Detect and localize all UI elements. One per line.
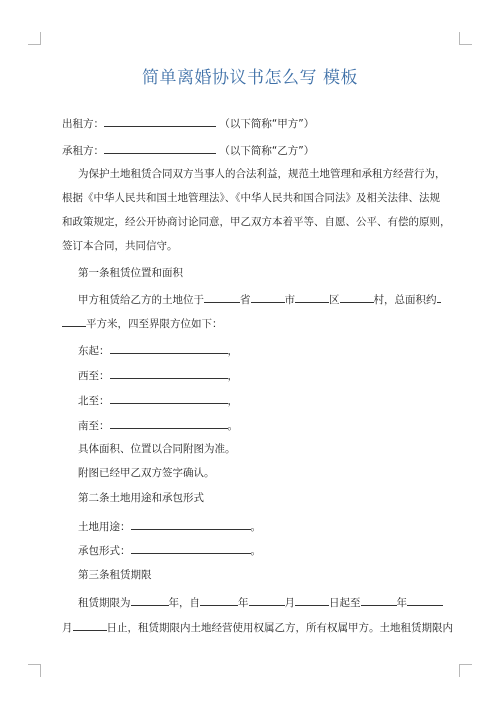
term-text-d: 月: [284, 597, 295, 609]
bound-east-blank: [110, 343, 228, 354]
contract-form-punct: 。: [250, 545, 261, 557]
crop-mark-bottom-right: [459, 664, 472, 677]
location-text-d: 区: [329, 294, 340, 306]
bound-east: [78, 343, 238, 358]
area-blank: [62, 316, 86, 327]
term-years-blank: [131, 595, 169, 606]
lessee-label: 承租方：: [62, 145, 104, 157]
contract-form-line: [78, 543, 261, 558]
area-note-2: 附图已经甲乙双方签字确认。: [78, 467, 215, 479]
end-month-blank: [407, 595, 443, 606]
bound-north-blank: [110, 393, 228, 404]
lessee-blank: [104, 143, 216, 154]
preamble-line-1: 为保护土地租赁合同双方当事人的合法利益，规范土地管理和承租方经营行为，: [78, 168, 446, 180]
bound-south-label: 南至：: [78, 420, 110, 432]
start-year-blank: [200, 595, 238, 606]
bound-west: [78, 368, 238, 383]
article-1-heading: 第一条租赁位置和面积: [78, 267, 183, 279]
document-title: 简单离婚协议书怎么写 模板: [142, 68, 358, 88]
end-day-blank: [73, 620, 107, 631]
article-2-heading: 第二条土地用途和承包形式: [78, 492, 204, 504]
land-use-punct: 。: [250, 521, 261, 533]
bound-west-label: 西至：: [78, 370, 110, 382]
bound-west-blank: [110, 368, 228, 379]
start-month-blank: [249, 595, 285, 606]
bound-east-label: 东起：: [78, 345, 110, 357]
location-text-b: 省: [240, 294, 251, 306]
bound-south-punct: 。: [227, 420, 238, 432]
crop-mark-bottom-left: [28, 664, 41, 677]
term-line-1: [78, 595, 443, 610]
area-line: [62, 316, 223, 331]
area-note-1: 具体面积、位置以合同附图为准。: [78, 443, 236, 455]
lessor-blank: [104, 116, 216, 127]
bound-south-blank: [110, 418, 228, 429]
lessor-note: （以下简称“甲方”）: [219, 118, 315, 130]
term-text-h: 日止，租赁期限内土地经营使用权属乙方，所有权属甲方。土地租赁期限内: [106, 622, 453, 634]
bound-south: [78, 418, 238, 433]
location-text-c: 市: [284, 294, 295, 306]
land-use-label: 土地用途：: [78, 521, 131, 533]
province-blank: [204, 292, 240, 303]
land-use-line: [78, 519, 261, 534]
term-text-e: 日起至: [329, 597, 361, 609]
end-year-blank: [361, 595, 397, 606]
contract-form-blank: [131, 543, 251, 554]
bound-east-punct: ，: [227, 345, 238, 357]
start-day-blank: [295, 595, 329, 606]
lessee-note: （以下简称“乙方”）: [219, 145, 315, 157]
preamble-line-3: 和政策规定，经公开协商讨论同意，甲乙双方本着平等、自愿、公平、有偿的原则，: [62, 216, 451, 228]
preamble-line-2: 根据《中华人民共和国土地管理法》、《中华人民共和国合同法》及相关法律、法规: [62, 192, 440, 204]
land-use-blank: [131, 519, 251, 530]
location-text-a: 甲方租赁给乙方的土地位于: [78, 294, 204, 306]
village-blank: [340, 292, 374, 303]
lessor-line: [62, 116, 314, 131]
contract-form-label: 承包形式：: [78, 545, 131, 557]
preamble-line-4: 签订本合同，共同信守。: [62, 240, 178, 252]
term-text-f: 年: [396, 597, 407, 609]
area-text: 平方米，四至界限方位如下：: [86, 318, 223, 330]
crop-mark-top-right: [459, 32, 472, 45]
area-blank-start: [437, 292, 441, 303]
article-3-heading: 第三条租赁期限: [78, 569, 152, 581]
location-text-e: 村，总面积约: [373, 294, 437, 306]
lessee-line: [62, 143, 314, 158]
bound-north-label: 北至：: [78, 395, 110, 407]
district-blank: [295, 292, 329, 303]
term-text-b: 年，自: [168, 597, 200, 609]
bound-west-punct: ，: [227, 370, 238, 382]
lessor-label: 出租方：: [62, 118, 104, 130]
crop-mark-top-left: [28, 32, 41, 45]
bound-north-punct: ，: [227, 395, 238, 407]
term-line-2: [62, 620, 453, 635]
term-text-g: 月: [62, 622, 73, 634]
bound-north: [78, 393, 238, 408]
term-text-a: 租赁期限为: [78, 597, 131, 609]
city-blank: [251, 292, 285, 303]
location-line: [78, 292, 441, 307]
term-text-c: 年: [238, 597, 249, 609]
